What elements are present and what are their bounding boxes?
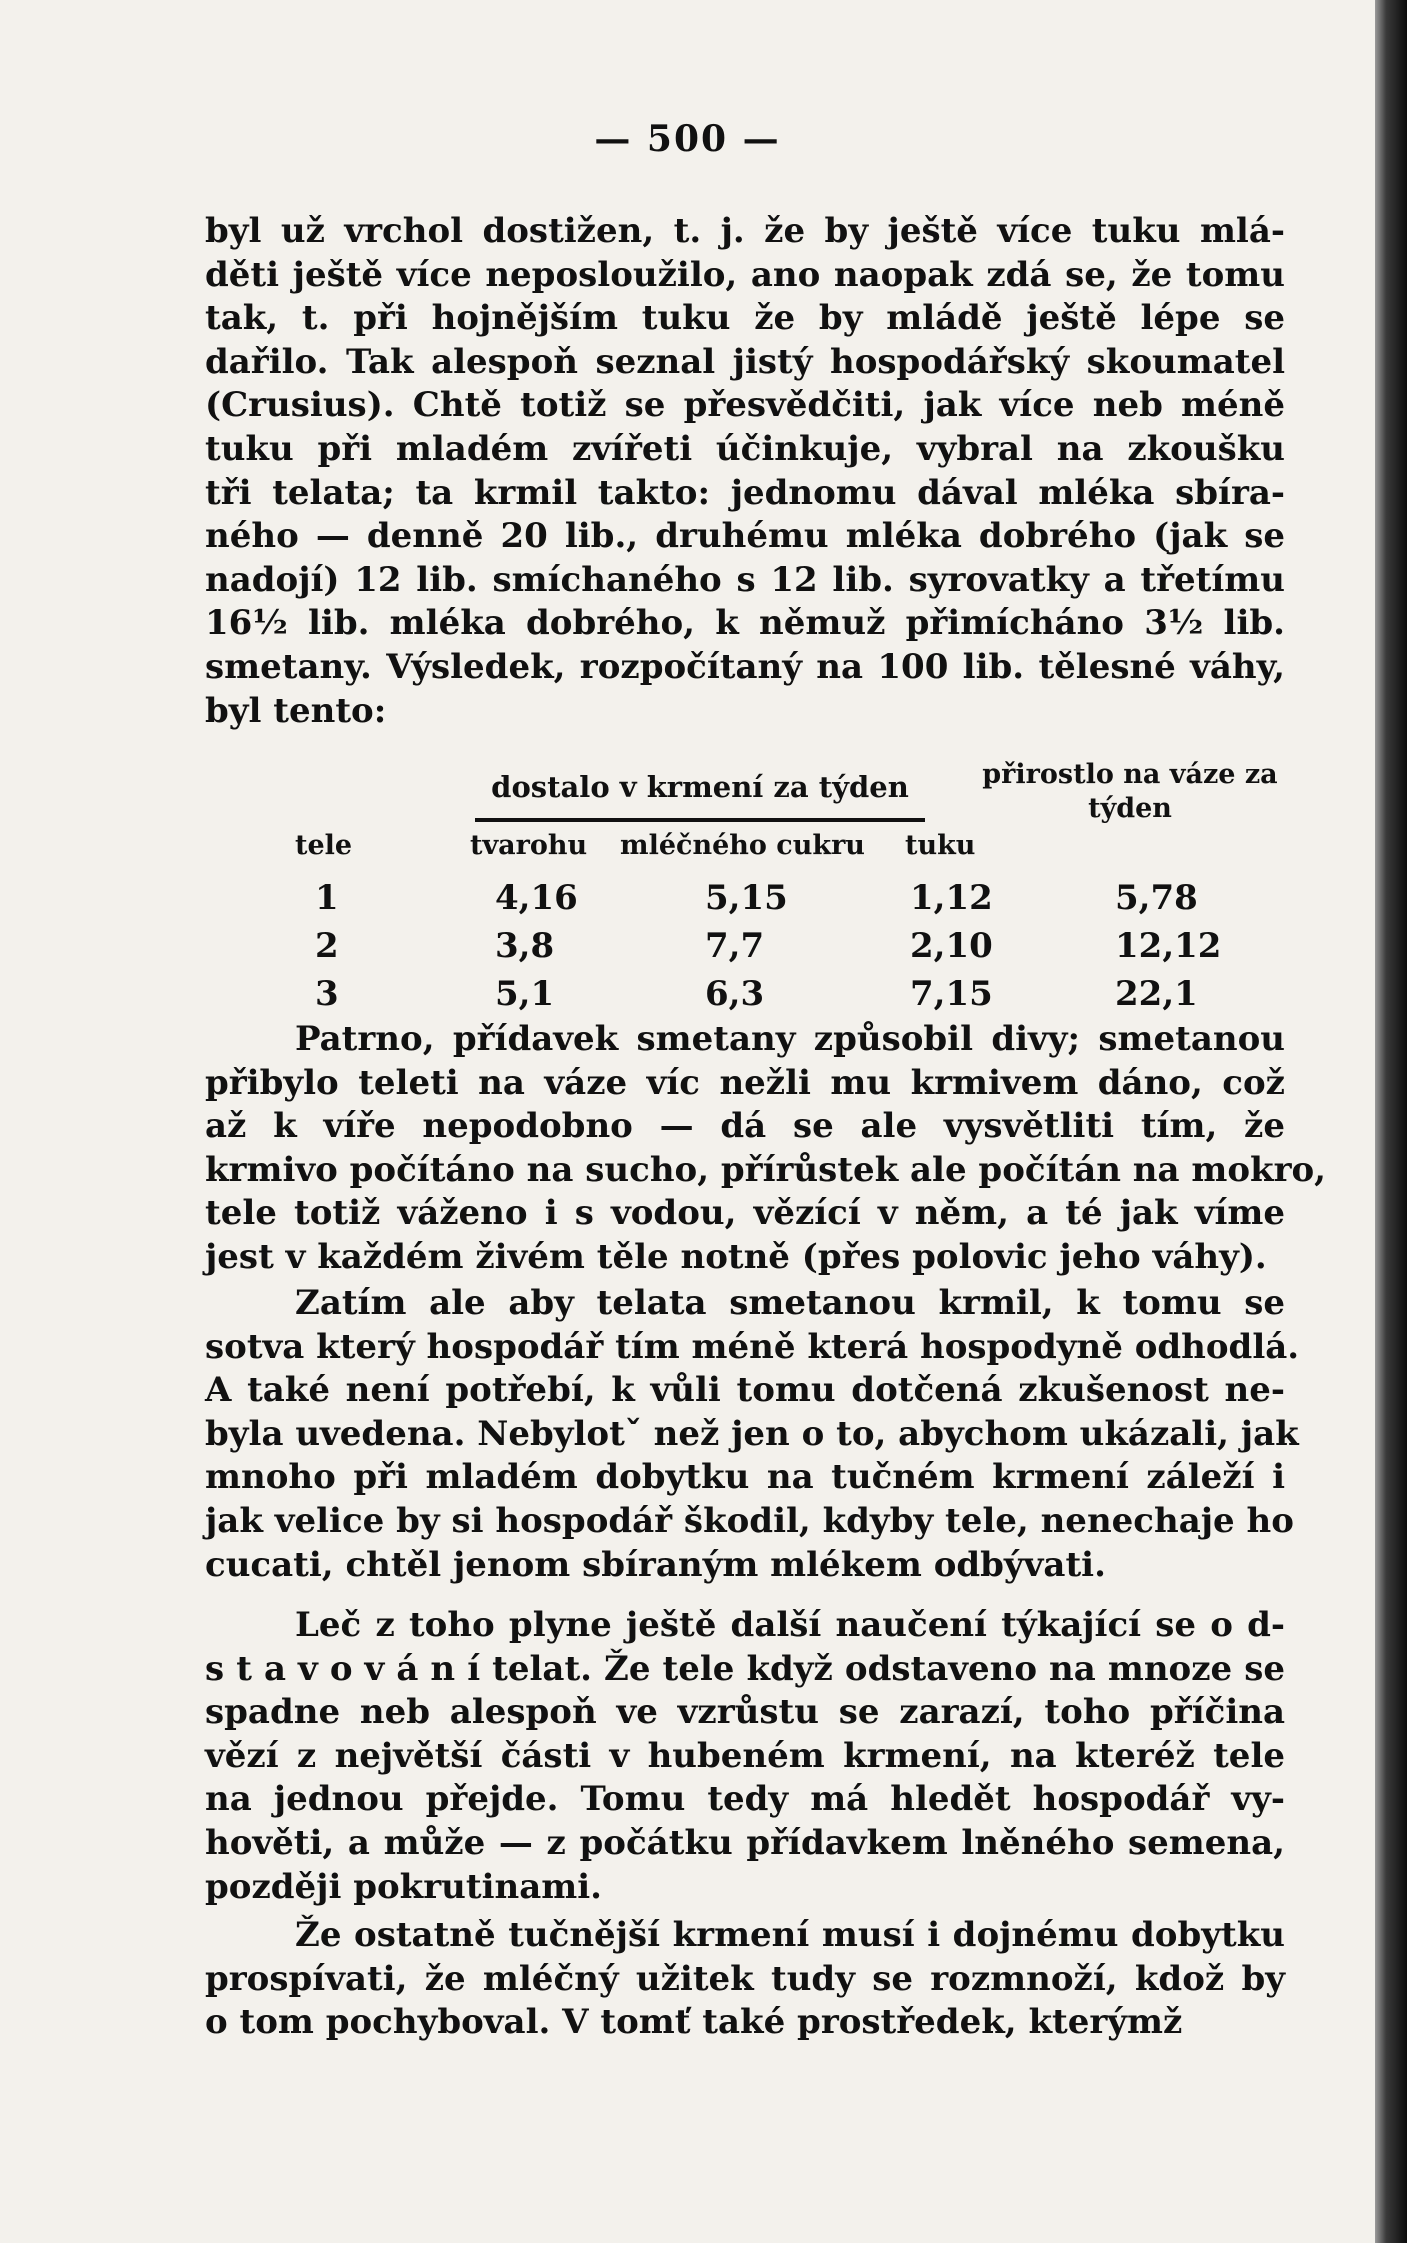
text-line: krmivo počítáno na sucho, přírůstek ale počítán na mokro,	[205, 1149, 1327, 1190]
table-right-header	[965, 758, 1295, 826]
text-line: Že ostatně tučnější krmení musí i dojnému dobytku	[295, 1915, 1285, 1955]
text-line: jak velice by si hospodář škodil, kdyby tele, nenechaje ho	[205, 1500, 1294, 1541]
text-line: spadne neb alespoň ve vzrůstu se zarazí, toho příčina	[205, 1692, 1285, 1733]
text-line: (Crusius). Chtě totiž se přesvědčiti, jak více neb méně	[205, 385, 1285, 426]
text-line: prospívati, že mléčný užitek tudy se rozmnoží, kdož by	[205, 1958, 1285, 1999]
table-row	[205, 878, 1285, 926]
text-line: na jednou přejde. Tomu tedy má hledět hospodář vy-	[205, 1779, 1285, 1820]
paragraph-5	[205, 1914, 1285, 2045]
text-line: tak, t. při hojnějším tuku že by mládě ještě lépe se	[205, 298, 1285, 339]
text-line: 16½ lib. mléka dobrého, k němuž přimícháno 3½ lib.	[205, 603, 1285, 644]
table-header	[205, 759, 1285, 870]
text-line: tuku při mladém zvířeti účinkuje, vybral na zkoušku	[205, 428, 1285, 469]
table-cell: 12,12	[1115, 926, 1222, 966]
table-header-rule	[475, 818, 925, 822]
text-line: nadojí) 12 lib. smíchaného s 12 lib. syrovatky a třetímu	[205, 559, 1285, 600]
table-cell: 2,10	[910, 926, 993, 966]
text-line: dařilo. Tak alespoň seznal jistý hospodářský skoumatel	[205, 341, 1285, 382]
table-row	[205, 974, 1285, 1022]
text-line: byl tento:	[205, 690, 387, 731]
text-line: o tom pochyboval. V tomť také prostředek, kterýmž	[205, 2002, 1183, 2043]
text-line: s t a v o v á n í telat. Že tele když odstaveno na mnoze se	[205, 1648, 1285, 1689]
column-header-mlecneho-cukru: mléčného cukru	[620, 830, 865, 861]
column-header-tvarohu: tvarohu	[470, 830, 588, 861]
table-cell: 3,8	[495, 926, 555, 966]
text-line: jest v každém živém těle notně (přes polovic jeho váhy).	[205, 1236, 1267, 1277]
text-line: přibylo teleti na váze víc nežli mu krmivem dáno, což	[205, 1062, 1285, 1103]
text-line: cucati, chtěl jenom sbíraným mlékem odbývati.	[205, 1544, 1106, 1585]
text-line: byla uvedena. Nebylotˇ než jen o to, abychom ukázali, jak	[205, 1413, 1299, 1454]
paragraph-3	[205, 1282, 1300, 1587]
table-right-header-line: přirostlo na váze za	[982, 759, 1278, 790]
text-line: hověti, a může — z počátku přídavkem lněného semena,	[205, 1822, 1285, 1863]
page-edge-shadow	[1375, 0, 1407, 2243]
table-cell: 5,78	[1115, 878, 1198, 918]
table-body	[205, 878, 1285, 1022]
text-line: později pokrutinami.	[205, 1866, 602, 1907]
text-line: byl už vrchol dostižen, t. j. že by ještě více tuku mlá-	[205, 211, 1285, 251]
table-row	[205, 926, 1285, 974]
table-cell: 4,16	[495, 878, 578, 918]
column-header-tuku: tuku	[905, 830, 976, 861]
page-number: — 500 —	[594, 118, 781, 160]
paragraph-2	[205, 1018, 1327, 1280]
text-line: až k víře nepodobno — dá se ale vysvětliti tím, že	[205, 1106, 1285, 1147]
column-header-tele: tele	[295, 830, 353, 861]
table-cell: 6,3	[705, 974, 765, 1014]
table-cell: 1,12	[910, 878, 993, 918]
text-line: Leč z toho plyne ještě další naučení týkající se o d-	[295, 1605, 1285, 1645]
text-line: tele totiž váženo i s vodou, vězící v něm, a té jak víme	[205, 1193, 1285, 1234]
text-line: tři telata; ta krmil takto: jednomu dával mléka sbíra-	[205, 472, 1285, 513]
table-cell: 5,1	[495, 974, 555, 1014]
table-cell: 5,15	[705, 878, 788, 918]
text-line: děti ještě více neposloužilo, ano naopak zdá se, že tomu	[205, 254, 1285, 295]
table-group-header	[475, 770, 925, 804]
text-line: Zatím ale aby telata smetanou krmil, k tomu se	[295, 1283, 1285, 1323]
text-line: A také není potřebí, k vůli tomu dotčená zkušenost ne-	[205, 1370, 1285, 1411]
table-cell: 1	[315, 878, 339, 918]
text-line: Patrno, přídavek smetany způsobil divy; smetanou	[295, 1019, 1285, 1059]
table-cell: 7,15	[910, 974, 993, 1014]
table-right-header-line: týden	[1088, 793, 1172, 824]
text-line: sotva který hospodář tím méně která hospodyně odhodlá.	[205, 1326, 1300, 1367]
table-cell: 7,7	[705, 926, 765, 966]
text-line: ného — denně 20 lib., druhému mléka dobrého (jak se	[205, 516, 1285, 557]
text-line: smetany. Výsledek, rozpočítaný na 100 lib. tělesné váhy,	[205, 646, 1285, 687]
paragraph-1	[205, 210, 1285, 733]
table-group-header-label: dostalo v krmení za týden	[491, 770, 909, 804]
table-cell: 22,1	[1115, 974, 1198, 1014]
text-line: mnoho při mladém dobytku na tučném krmení záleží i	[205, 1457, 1285, 1498]
table-cell: 3	[315, 974, 339, 1014]
paragraph-4	[205, 1604, 1285, 1909]
table-cell: 2	[315, 926, 339, 966]
text-line: vězí z největší části v hubeném krmení, na kteréž tele	[205, 1735, 1285, 1776]
